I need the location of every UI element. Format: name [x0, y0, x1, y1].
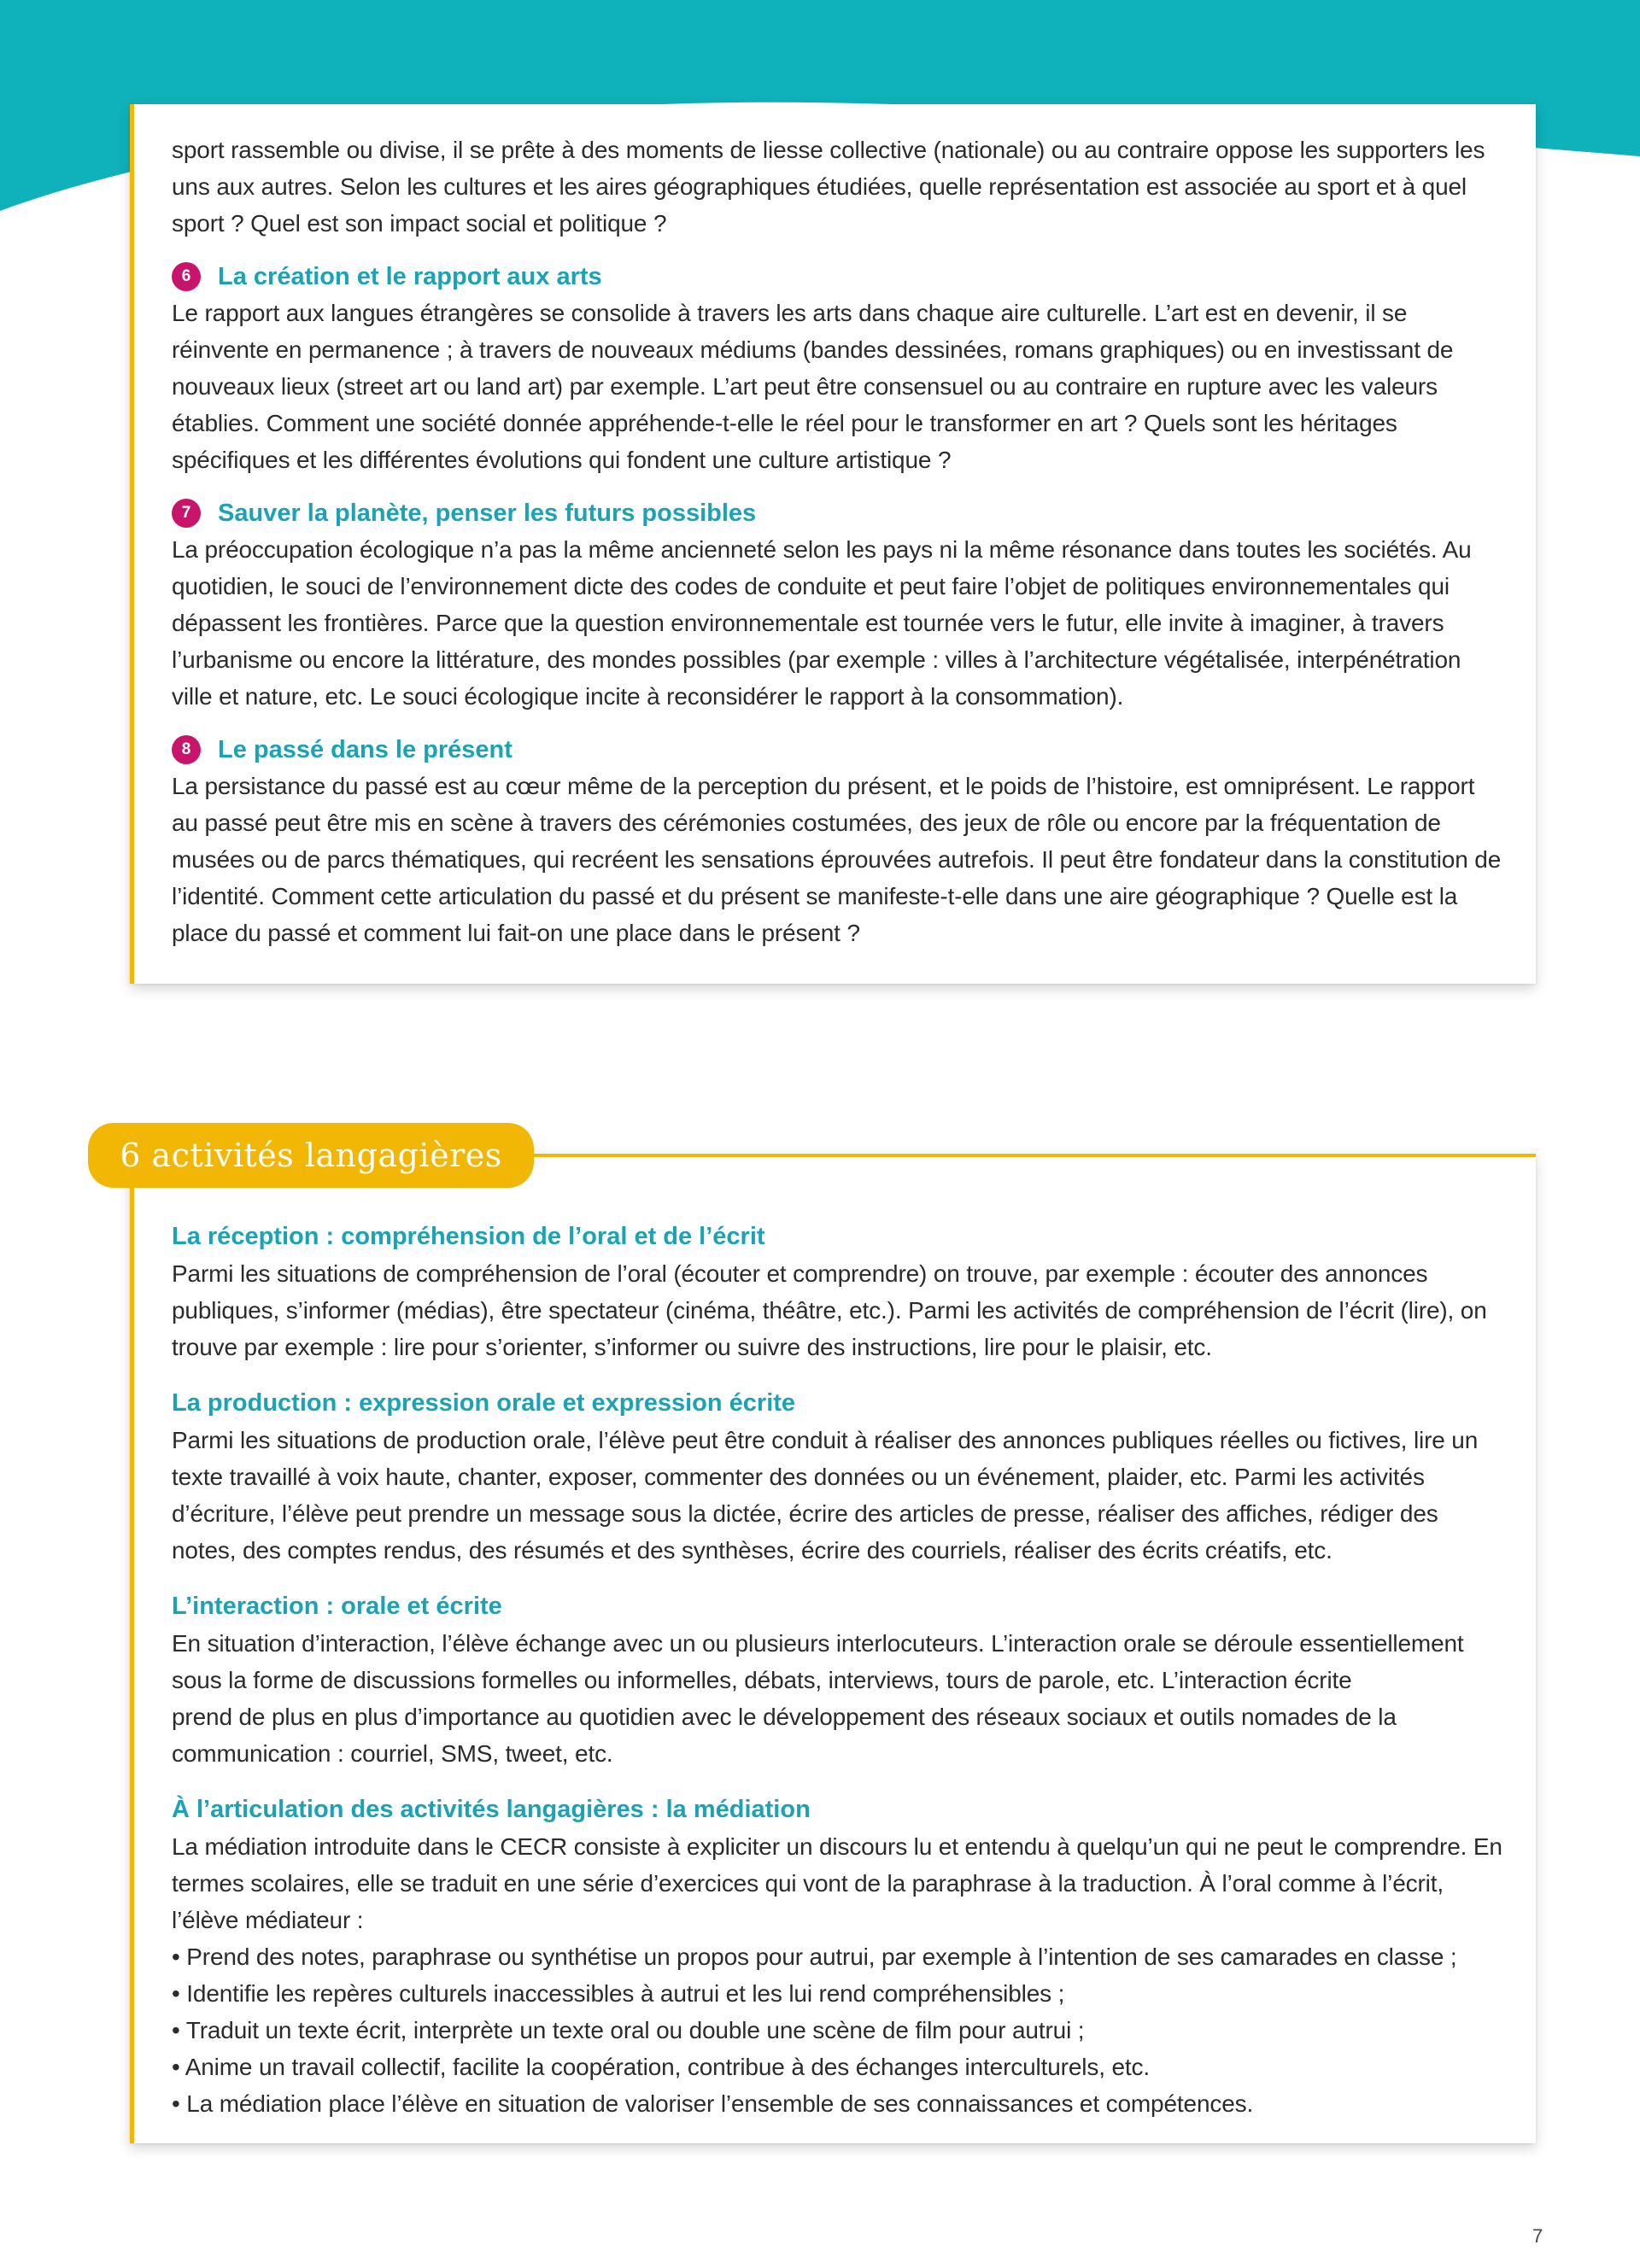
activity-title: L’interaction : orale et écrite	[172, 1593, 502, 1620]
theme-number-badge: 6	[172, 262, 201, 291]
theme-title: Sauver la planète, penser les futurs possibles	[218, 499, 757, 527]
theme-heading	[172, 495, 1507, 531]
activity-text: Parmi les situations de compréhension de l’oral (écouter et comprendre) on trouve, par exemple : écouter des annonces publiques, s’informer (médias), être spectateur (cinéma, théâtre, etc.). Parmi les activités de compréhension de l’écrit (lire), on trouve par exemple : lire pour s’orienter, s’informer ou suivre des instructions, lire pour le plaisir, etc.	[172, 1260, 1487, 1360]
theme-title: Le passé dans le présent	[218, 735, 512, 763]
theme-heading	[172, 259, 1507, 295]
themes-card	[130, 104, 1536, 984]
activity-mediation	[172, 1791, 1507, 2122]
theme-number-badge: 8	[172, 735, 201, 764]
theme-6	[172, 259, 1507, 478]
page-number: 7	[1532, 2225, 1543, 2247]
bullet-item: • La médiation place l’élève en situation de valoriser l’ensemble de ses connaissances et compétences.	[172, 2090, 1254, 2117]
activity-reception	[172, 1218, 1507, 1365]
theme-title: La création et le rapport aux arts	[218, 262, 602, 290]
theme-text: La préoccupation écologique n’a pas la même ancienneté selon les pays ni la même résonance dans toutes les sociétés. Au quotidien, le souci de l’environnement dicte des codes de conduite et peut faire l’objet de politiques environnementales qui dépassent les frontières. Parce que la question environnementale est tournée vers le futur, elle invite à imaginer, à travers l’urbanisme ou encore la littérature, des mondes possibles (par exemple : villes à l’architecture végétalisée, interpénétration ville et nature, etc. Le souci écologique incite à reconsidérer le rapport à la consommation).	[172, 536, 1472, 710]
theme-8	[172, 732, 1507, 951]
activity-production	[172, 1384, 1507, 1569]
bullet-item: • Traduit un texte écrit, interprète un texte oral ou double une scène de film pour autrui ;	[172, 2017, 1085, 2043]
theme-heading	[172, 732, 1507, 768]
section-title-tab: 6 activités langagières	[88, 1123, 534, 1188]
activity-text: En situation d’interaction, l’élève échange avec un ou plusieurs interlocuteurs. L’interaction orale se déroule essentiellement sous la forme de discussions formelles ou informelles, débats, interviews, tours de parole, etc. L’interaction écrite	[172, 1630, 1464, 1693]
activity-title: La réception : compréhension de l’oral et de l’écrit	[172, 1223, 765, 1250]
activity-text: La médiation introduite dans le CECR consiste à expliciter un discours lu et entendu à quelqu’un qui ne peut le comprendre. En termes scolaires, elle se traduit en une série d’exercices qui vont de la paraphrase à la traduction. À l’oral comme à l’écrit, l’élève médiateur :	[172, 1833, 1502, 1933]
activities-card	[130, 1153, 1536, 2143]
bullet-item: • Identifie les repères culturels inaccessibles à autrui et les lui rend compréhensibles ;	[172, 1980, 1065, 2007]
activity-interaction	[172, 1587, 1507, 1772]
bullet-item: • Anime un travail collectif, facilite la coopération, contribue à des échanges interculturels, etc.	[172, 2054, 1150, 2080]
section-divider-line	[512, 1154, 1536, 1157]
theme-7	[172, 495, 1507, 715]
theme-text: La persistance du passé est au cœur même de la perception du présent, et le poids de l’histoire, est omniprésent. Le rapport au passé peut être mis en scène à travers des cérémonies costumées, des jeux de rôle ou encore par la fréquentation de musées ou de parcs thématiques, qui recréent les sensations éprouvées autrefois. Il peut être fondateur dans la constitution de l’identité. Comment cette articulation du passé et du présent se manifeste-t-elle dans une aire géographique ? Quelle est la place du passé et comment lui fait-on une place dans le présent ?	[172, 773, 1502, 946]
theme-number-badge: 7	[172, 499, 201, 528]
theme-text: Le rapport aux langues étrangères se consolide à travers les arts dans chaque aire culturelle. L’art est en devenir, il se réinvente en permanence ; à travers de nouveaux médiums (bandes dessinées, romans graphiques) ou en investissant de nouveaux lieux (street art ou land art) par exemple. L’art peut être consensuel ou au contraire en rupture avec les valeurs établies. Comment une société donnée appréhende-t-elle le réel pour le transformer en art ? Quels sont les héritages spécifiques et les différentes évolutions qui fondent une culture artistique ?	[172, 300, 1454, 473]
activity-title: À l’articulation des activités langagières : la médiation	[172, 1796, 811, 1823]
bullet-item: • Prend des notes, paraphrase ou synthétise un propos pour autrui, par exemple à l’intention de ses camarades en classe ;	[172, 1944, 1457, 1970]
activity-title: La production : expression orale et expression écrite	[172, 1389, 796, 1417]
activity-text-continued: prend de plus en plus d’importance au quotidien avec le développement des réseaux sociaux et outils nomades de la communication : courriel, SMS, tweet, etc.	[172, 1704, 1397, 1767]
activity-text: Parmi les situations de production orale, l’élève peut être conduit à réaliser des annonces publiques réelles ou fictives, lire un texte travaillé à voix haute, chanter, exposer, commenter des données ou un événement, plaider, etc. Parmi les activités d’écriture, l’élève peut prendre un message sous la dictée, écrire des articles de presse, réaliser des affiches, rédiger des notes, des comptes rendus, des résumés et des synthèses, écrire des courriels, réaliser des écrits créatifs, etc.	[172, 1427, 1479, 1564]
intro-paragraph: sport rassemble ou divise, il se prête à des moments de liesse collective (nationale) ou au contraire oppose les supporters les uns aux autres. Selon les cultures et les aires géographiques étudiées, quelle représentation est associée au sport et à quel sport ? Quel est son impact social et politique ?	[172, 137, 1485, 237]
